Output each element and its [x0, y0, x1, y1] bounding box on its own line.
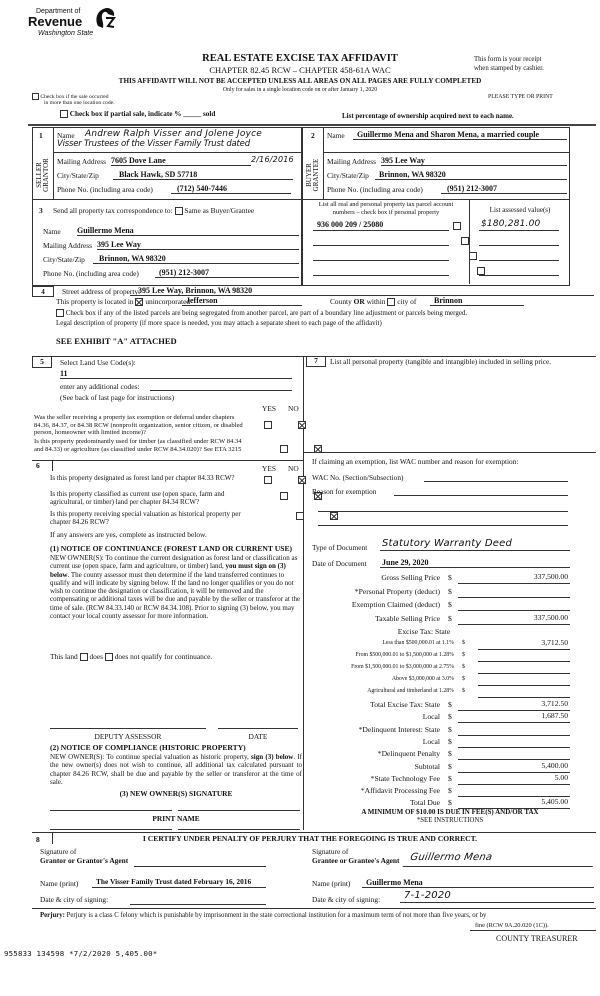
county: Jefferson — [186, 296, 218, 305]
additional-codes-field[interactable] — [150, 381, 292, 391]
within-label: within — [366, 297, 386, 306]
located-row — [56, 298, 190, 307]
city-label: city of — [397, 297, 417, 306]
legal-description[interactable]: SEE EXHIBIT "A" ATTACHED — [56, 336, 177, 346]
deputy-signature-line[interactable] — [50, 728, 206, 729]
tax-total-value: 5,400.00 — [541, 760, 568, 770]
print-name-line-1[interactable] — [50, 829, 172, 830]
seller-name-line2[interactable]: Visser Trustees of the Visser Family Trust dated — [57, 139, 250, 149]
land-use-question: Is this property predominantly used for timber (as classified under RCW 84.34 and 84.33) or agriculture (as classified under RCW 84.34.020)? See ETA 3215 — [34, 438, 242, 453]
dollar-sign: $ — [462, 652, 465, 658]
doc-date: June 29, 2020 — [382, 558, 429, 567]
city-checkbox[interactable] — [387, 298, 395, 306]
sig-label-2: Grantee or Grantee's Agent — [312, 855, 400, 865]
section-1-seller — [32, 127, 302, 200]
seller-address-date: 2/16/2016 — [251, 155, 294, 164]
notice1-title: (1) NOTICE OF CONTINUANCE (FOREST LAND OR CURRENT USE) — [50, 544, 293, 553]
deputy-label: DEPUTY ASSESSOR — [94, 732, 162, 741]
seller-city-field[interactable] — [113, 170, 293, 180]
parcel-number-field[interactable] — [313, 265, 449, 276]
notice2-text-b: . If the new owner(s) does not wish to continue, all additional tax calculated pursuant to chapter 84.26 RCW, shall be due and payable by the seller or transferor at the time of sale. — [50, 753, 302, 786]
perjury-tail: fine (RCW 9A.20.020 (1C)). — [475, 922, 549, 929]
property-city: Brinnon — [434, 296, 463, 305]
assessed-value-field[interactable] — [479, 249, 559, 261]
city-field[interactable] — [430, 296, 524, 306]
section-7 — [304, 356, 596, 830]
buyer-name: Guillermo Mena and Sharon Mena, a married couple — [357, 130, 540, 139]
personal-property-label: List all personal property (tangible and intangible) included in selling price. — [330, 357, 552, 366]
section-8-rule — [32, 832, 596, 833]
personal-property-checkbox[interactable] — [461, 237, 469, 245]
see-instructions: *SEE INSTRUCTIONS — [416, 817, 484, 824]
dollar-sign: $ — [448, 700, 452, 709]
agency-emblem-icon — [94, 6, 116, 30]
grantee-signature-field[interactable] — [403, 852, 596, 867]
seller-name-line1[interactable]: Andrew Ralph Visser and Jolene Joyce — [85, 129, 262, 139]
continuance-row — [50, 653, 212, 662]
section6-question: Is this property receiving special valuation as historical property per chapter 84.26 RCW? — [50, 510, 241, 526]
doc-date-field[interactable] — [380, 558, 570, 568]
receipt-note-line1: This form is your receipt — [474, 56, 542, 63]
agency-logo — [28, 6, 108, 46]
tax-row-label: Exemption Claimed (deduct) — [351, 600, 440, 609]
corr-phone-label: Phone No. (including area code) — [43, 269, 139, 278]
form-note: Only for sales in a single location code on or after January 1, 2020 — [222, 87, 378, 93]
if-yes-note: If any answers are yes, complete as instructed below. — [50, 530, 207, 539]
seller-phone: (712) 540-7446 — [177, 184, 227, 193]
rule — [324, 152, 570, 153]
tax-row-label: *Personal Property (deduct) — [354, 586, 440, 596]
buyer-city-label: City/State/Zip — [327, 171, 369, 180]
buyer-phone-label: Phone No. (including area code) — [327, 185, 423, 194]
land-use-code: 11 — [60, 369, 68, 378]
corr-address-label: Mailing Address — [43, 241, 93, 250]
grantee-name: Guillermo Mena — [366, 878, 423, 887]
county-or-city-row — [330, 298, 416, 307]
dollar-sign: $ — [448, 600, 452, 609]
tax-bracket-label: Less than $500,000.01 at 1.1% — [382, 640, 454, 646]
located-label: This property is located in — [56, 297, 134, 306]
tax-bracket-field[interactable] — [478, 663, 570, 674]
dollar-sign: $ — [462, 664, 465, 670]
tax-total-field[interactable] — [458, 700, 570, 711]
section-number: 7 — [306, 356, 326, 367]
seller-side-label — [36, 153, 50, 197]
doc-type-field[interactable] — [380, 538, 570, 551]
buyer-name-field[interactable] — [353, 130, 567, 140]
dollar-sign: $ — [462, 676, 465, 682]
tax-row-field[interactable] — [458, 600, 570, 611]
agency-line2: Revenue — [28, 14, 83, 29]
parcel-header: List all real and personal property tax parcel account numbers – check box if personal property — [318, 201, 454, 216]
seller-city: Black Hawk, SD 57718 — [119, 170, 198, 179]
county-field[interactable] — [182, 296, 302, 306]
receipt-note — [474, 56, 544, 74]
assessed-value-field[interactable] — [479, 264, 559, 276]
reason-field[interactable] — [394, 486, 568, 496]
corr-phone-field[interactable] — [155, 268, 299, 278]
treasurer-rule — [470, 930, 596, 931]
grantor-date-field[interactable] — [130, 894, 266, 905]
land-label: This land — [50, 652, 78, 661]
form-warning: THIS AFFIDAVIT WILL NOT BE ACCEPTED UNLESS ALL AREAS ON ALL PAGES ARE FULLY COMPLETED — [118, 77, 482, 85]
tax-row-label: Taxable Selling Price — [375, 613, 440, 623]
side-label-2: GRANTEE — [312, 158, 320, 192]
new-owner-signature-line-1[interactable] — [50, 810, 172, 811]
dollar-sign: $ — [448, 773, 452, 783]
section-number: 5 — [32, 357, 52, 368]
seller-phone-label: Phone No. (including area code) — [57, 185, 153, 194]
rule — [54, 152, 302, 153]
tax-total-value: 5,405.00 — [541, 797, 568, 807]
parcel-number-field[interactable] — [313, 220, 449, 231]
corr-name-field[interactable] — [77, 226, 299, 236]
reason-field-3[interactable] — [318, 516, 568, 526]
unincorporated-label: unincorporated — [145, 297, 191, 306]
doc-type-label: Type of Document — [312, 543, 368, 552]
tax-total-field[interactable] — [458, 786, 570, 797]
additional-codes-label: enter any additional codes: — [60, 382, 140, 391]
yes-header: YES — [262, 404, 276, 413]
dollar-sign: $ — [448, 798, 452, 808]
assessed-value: $180,281.00 — [481, 219, 541, 229]
yes-checkbox[interactable] — [296, 512, 304, 520]
assessed-value-field[interactable] — [479, 219, 559, 231]
notice1-body — [50, 554, 302, 620]
tax-total-field[interactable] — [458, 762, 570, 773]
section6-question: Is this property classified as current use (open space, farm and agricultural, or timber) land per chapter 84.34 RCW? — [50, 490, 225, 506]
buyer-address-label: Mailing Address — [327, 157, 377, 166]
tax-total-label: Total Excise Tax: State — [370, 700, 440, 709]
tax-total-label: *Affidavit Processing Fee — [360, 786, 440, 796]
section6-question: Is this property designated as forest land per chapter 84.33 RCW? — [50, 474, 235, 482]
does-not-label: does not qualify for continuance. — [114, 652, 213, 661]
tax-total-label: *State Technology Fee — [370, 773, 440, 783]
dollar-sign: $ — [462, 688, 465, 694]
certify-statement: I CERTIFY UNDER PENALTY OF PERJURY THAT THE FOREGOING IS TRUE AND CORRECT. — [142, 834, 478, 843]
dollar-sign: $ — [448, 613, 452, 623]
notice2-bold: sign (3) below — [251, 753, 294, 761]
wac-field[interactable] — [424, 472, 568, 482]
buyer-phone-field[interactable] — [441, 184, 567, 194]
buyer-city-field[interactable] — [375, 170, 567, 180]
corr-name: Guillermo Mena — [77, 226, 134, 235]
grantee-signature: Guillermo Mena — [409, 852, 494, 863]
section-5-land-use — [32, 356, 304, 460]
corr-city-field[interactable] — [93, 254, 299, 264]
grantee-name-field[interactable] — [362, 878, 594, 888]
reason-label: Reason for exemption — [312, 487, 377, 496]
section-number: 3 — [39, 206, 43, 215]
dollar-sign: $ — [448, 724, 452, 734]
multi-location-option[interactable] — [32, 93, 115, 107]
ownership-note: List percentage of ownership acquired next to each name. — [342, 112, 514, 120]
sig-label-2: Grantor or Grantor's Agent — [40, 855, 129, 865]
tax-row-field[interactable] — [458, 587, 570, 598]
no-header: NO — [288, 464, 299, 473]
new-owner-signature-title: (3) NEW OWNER(S) SIGNATURE — [119, 789, 233, 798]
section-number: 1 — [39, 131, 43, 140]
dollar-sign: $ — [448, 736, 452, 746]
tax-total-label: Local — [422, 712, 440, 722]
section-number: 4 — [32, 286, 54, 297]
tax-row-label: Gross Selling Price — [381, 573, 440, 582]
grantor-date-label: Date & city of signing: — [40, 895, 109, 904]
dollar-sign: $ — [448, 786, 452, 796]
land-use-instructions: (See back of last page for instructions) — [60, 393, 175, 402]
section-6 — [32, 460, 304, 830]
perjury-text: Perjury is a class C felony which is punishable by imprisonment in the state correctional institution for a maximum term of not more than five years, or by — [66, 912, 487, 919]
buyer-name-label: Name — [327, 131, 345, 140]
tax-row-value: 337,500.00 — [533, 612, 568, 622]
grantor-name-label: Name (print) — [40, 879, 79, 888]
form-title: REAL ESTATE EXCISE TAX AFFIDAVIT — [202, 53, 398, 64]
tax-total-label: *Delinquent Penalty — [377, 749, 440, 759]
partial-sale-option[interactable] — [60, 110, 215, 118]
grantee-date-field[interactable] — [400, 890, 594, 903]
corr-city: Brinnon, WA 98320 — [99, 254, 166, 263]
correspondence-label — [53, 207, 254, 216]
section-3-correspondence — [32, 200, 302, 286]
notice2-body — [50, 753, 302, 786]
tax-total-field[interactable] — [458, 712, 570, 723]
same-as-buyer-label: Same as Buyer/Grantee — [184, 206, 255, 215]
corr-city-label: City/State/Zip — [43, 255, 85, 264]
divider — [52, 832, 53, 844]
buyer-address: 395 Lee Way — [381, 156, 425, 165]
dollar-sign: $ — [448, 712, 452, 722]
tax-total-value: 3,712.50 — [541, 699, 568, 708]
date-label: DATE — [248, 732, 268, 741]
personal-property-checkbox[interactable] — [453, 222, 461, 230]
date-signature-line[interactable] — [218, 728, 298, 729]
correspondence-label-text: Send all property tax correspondence to: — [53, 206, 173, 215]
tax-total-label: Subtotal — [414, 761, 440, 771]
seller-phone-field[interactable] — [171, 184, 291, 194]
divider — [323, 128, 324, 199]
form-subtitle: CHAPTER 82.45 RCW – CHAPTER 458-61A WAC — [209, 65, 391, 75]
segregated-checkbox[interactable] — [56, 309, 64, 317]
sig-label-1: Signature of — [312, 847, 349, 856]
corr-address-field[interactable] — [97, 240, 299, 250]
seller-name-label: Name — [57, 131, 75, 140]
street-field[interactable] — [130, 286, 594, 296]
tax-bracket-label: Above $3,000,000 at 3.0% — [391, 676, 454, 682]
same-as-buyer-checkbox[interactable] — [175, 207, 183, 215]
does-label: does — [89, 652, 103, 661]
receipt-note-line2: when stamped by cashier. — [474, 64, 544, 72]
sig-label-1: Signature of — [40, 847, 77, 856]
yes-checkbox[interactable] — [264, 476, 272, 484]
seller-address-label: Mailing Address — [57, 157, 107, 166]
tax-bracket-label: From $500,000.01 to $1,500,000 at 1.28% — [355, 652, 454, 658]
dollar-sign: $ — [448, 749, 452, 759]
partial-sale-label: Check box if partial sale, indicate % _____ sold — [69, 110, 216, 118]
grantee-signature-label — [312, 848, 400, 866]
side-label-2: GRANTOR — [42, 158, 50, 192]
grantor-name-field[interactable] — [92, 878, 266, 888]
notice2-title: (2) NOTICE OF COMPLIANCE (HISTORIC PROPERTY) — [50, 743, 246, 752]
tax-bracket-value: 3,712.50 — [541, 638, 568, 647]
dollar-sign: $ — [448, 761, 452, 771]
tax-total-label: Total Due — [409, 798, 440, 808]
multi-location-label: Check box if the sale occurred — [40, 93, 109, 100]
corr-name-label: Name — [43, 227, 61, 236]
tax-bracket-field[interactable] — [478, 687, 570, 698]
buyer-city: Brinnon, WA 98320 — [379, 170, 446, 179]
tax-total-label: Local — [422, 736, 440, 746]
wac-label: WAC No. (Section/Subsection) — [312, 473, 404, 482]
dollar-sign: $ — [462, 640, 465, 646]
print-name-label: PRINT NAME — [152, 814, 200, 823]
yes-checkbox[interactable] — [264, 421, 272, 429]
notice2-text-a: NEW OWNER(S): To continue special valuation as historic property, — [50, 753, 249, 761]
tax-bracket-field[interactable] — [478, 651, 570, 662]
tax-row-value: 337,500.00 — [533, 572, 568, 581]
dollar-sign: $ — [448, 573, 452, 582]
street-label: Street address of property: — [62, 287, 141, 296]
no-header: NO — [288, 404, 299, 413]
tax-bracket-label: Agricultural and timberland at 1.28% — [367, 688, 454, 694]
street-address: 395 Lee Way, Brinnon, WA 98320 — [138, 286, 253, 295]
parcel-table — [302, 200, 570, 286]
parcel-number-field[interactable] — [313, 250, 449, 261]
tax-total-value: 1,687.50 — [541, 711, 568, 721]
personal-property-checkbox[interactable] — [469, 252, 477, 260]
new-owner-signature-line-2[interactable] — [178, 810, 300, 811]
print-name-line-2[interactable] — [178, 829, 300, 830]
perjury-rule — [32, 908, 596, 909]
excise-header: Excise Tax: State — [397, 627, 451, 636]
grantor-signature-label — [40, 848, 128, 866]
tax-bracket-label: From $1,500,000.01 to $3,000,000 at 2.75% — [351, 664, 454, 670]
agency-line1: Department of — [36, 8, 81, 15]
legal-label: Legal description of property (if more space is needed, you may attach a separate sheet to each page of the affidavit) — [56, 319, 382, 327]
notice1-bold: you must sign on (3) below — [50, 562, 286, 579]
corr-phone: (951) 212-3007 — [159, 268, 209, 277]
yes-checkbox[interactable] — [280, 445, 288, 453]
exemption-label: If claiming an exemption, list WAC number and reason for exemption: — [312, 457, 519, 466]
doc-type: Statutory Warranty Deed — [382, 538, 513, 549]
or-label: OR — [353, 297, 365, 306]
partial-sale-checkbox[interactable] — [60, 110, 68, 118]
dollar-sign: $ — [448, 586, 452, 596]
notice1-text-a: NEW OWNER(S): To continue the current designation as forest land or classification as current use (open space, farm and agriculture, or timber) land, — [50, 554, 298, 571]
doc-date-label: Date of Document — [312, 559, 367, 568]
does-qualify-checkbox[interactable] — [80, 653, 88, 661]
rule — [304, 452, 596, 453]
section-number: 8 — [36, 835, 40, 844]
seller-city-label: City/State/Zip — [57, 171, 99, 180]
perjury-notice — [40, 912, 596, 920]
buyer-address-field[interactable] — [381, 156, 567, 166]
tax-row-field[interactable] — [458, 614, 570, 625]
segregated-row — [56, 309, 467, 317]
seller-address-field[interactable] — [111, 156, 251, 166]
perjury-bold: Perjury: — [40, 912, 65, 919]
divider — [469, 200, 470, 284]
unincorporated-checkbox[interactable] — [135, 298, 143, 306]
corr-address: 395 Lee Way — [97, 240, 141, 249]
assessed-header: List assessed value(s) — [489, 206, 551, 214]
segregated-label: Check box if any of the listed parcels are being segregated from another parcel, are part of a boundary line adjustment or parcels being merged. — [65, 309, 468, 317]
section-2-buyer — [302, 127, 570, 200]
multi-location-checkbox[interactable] — [32, 93, 39, 100]
grantor-name: The Visser Family Trust dated February 16, 2016 — [96, 877, 252, 886]
parcel-number: 936 000 209 / 25080 — [317, 220, 384, 229]
tax-bracket-field[interactable] — [478, 675, 570, 686]
buyer-side-label — [306, 153, 320, 197]
multi-location-label-2: in more than one location code. — [44, 100, 115, 107]
tax-row-field[interactable] — [458, 573, 570, 584]
divider — [52, 461, 53, 471]
side-label-1: SELLER — [35, 162, 43, 188]
tax-total-field[interactable] — [458, 749, 570, 760]
grantee-name-label: Name (print) — [312, 879, 351, 888]
please-print: PLEASE TYPE OR PRINT — [488, 94, 553, 100]
county-treasurer: COUNTY TREASURER — [496, 934, 578, 943]
section-number: 2 — [311, 131, 315, 140]
grantor-signature-line[interactable] — [134, 866, 266, 867]
seller-address: 7605 Dove Lane — [111, 156, 166, 165]
yes-checkbox[interactable] — [280, 492, 288, 500]
parcel-number-field[interactable] — [313, 235, 449, 246]
header-divider — [28, 124, 596, 126]
cashier-stamp: 955833 134598 *7/2/2020 5,405.00* — [4, 949, 158, 958]
tax-total-label: *Delinquent Interest: State — [358, 724, 440, 734]
assessed-value-field[interactable] — [479, 234, 559, 246]
does-not-qualify-checkbox[interactable] — [105, 653, 113, 661]
section-number: 6 — [36, 461, 40, 470]
tax-bracket-field[interactable] — [478, 639, 570, 650]
notice1-text-b: . The county assessor must then determine if the land transferred continues to qualify and will indicate by signing below. If the land no longer qualifies or you do not wish to continue the designation or classification, it will be removed and the compensating or additional taxes will be due and payable by the seller or transferor at the time of sale. (RCW 84.33.140 or RCW 84.34.108). Prior to signing (3) below, you may contact your local county assessor for more information. — [50, 570, 301, 620]
grantee-date: 7-1-2020 — [404, 890, 451, 901]
land-use-question: Was the seller receiving a property tax exemption or deferral under chapters 84.36, 84.37, or 84.38 RCW (nonprofit organization, senior citizen, or disabled person, homeowner with limited income)? — [34, 414, 243, 437]
minimum-note: A MINIMUM OF $10.00 IS DUE IN FEE(S) AND/OR TAX — [361, 808, 539, 816]
tax-total-field[interactable] — [458, 737, 570, 748]
county-label: County — [330, 297, 352, 306]
buyer-phone: (951) 212-3007 — [447, 184, 497, 193]
divider — [53, 128, 54, 199]
yes-header: YES — [262, 464, 276, 473]
tax-total-value: 5.00 — [554, 772, 568, 782]
land-use-code-field[interactable] — [60, 369, 292, 379]
reason-field-2[interactable] — [318, 502, 568, 512]
grantee-date-label: Date & city of signing: — [312, 895, 381, 904]
land-use-label: Select Land Use Code(s): — [60, 358, 136, 367]
tax-total-field[interactable] — [458, 725, 570, 736]
agency-line3: Washington State — [38, 30, 94, 37]
tax-total-field[interactable] — [458, 774, 570, 785]
side-label-1: BUYER — [305, 163, 313, 187]
